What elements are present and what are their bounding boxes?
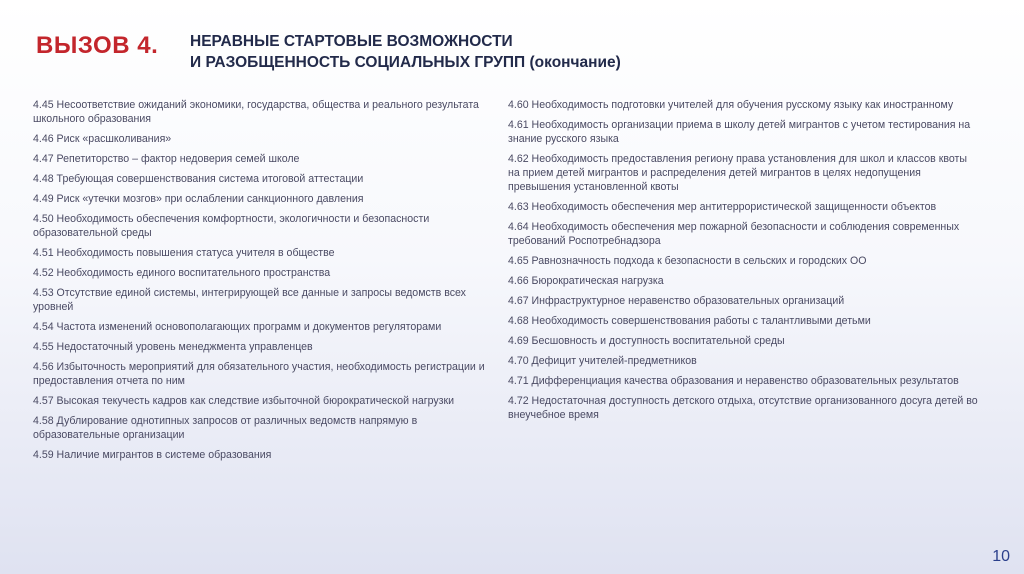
list-item: 4.46 Риск «расшколивания» — [33, 133, 172, 145]
page-number: 10 — [992, 548, 1010, 565]
challenge-heading: ВЫЗОВ 4. — [36, 32, 159, 59]
list-item: 4.61 Необходимость организации приема в школу детей мигрантов с учетом тестирования на знание русского языка — [508, 119, 971, 145]
list-item: 4.68 Необходимость совершенствования работы с талантливыми детьми — [508, 315, 871, 327]
list-item: 4.58 Дублирование однотипных запросов от различных ведомств напрямую в образовательные организации — [33, 415, 418, 441]
slide-title — [190, 31, 621, 73]
list-item: 4.60 Необходимость подготовки учителей для обучения русскому языку как иностранному — [508, 99, 954, 111]
list-item: 4.66 Бюрократическая нагрузка — [508, 275, 664, 287]
list-item: 4.70 Дефицит учителей-предметников — [508, 355, 697, 367]
list-item: 4.72 Недостаточная доступность детского отдыха, отсутствие организованного досуга детей во внеучебное время — [508, 395, 978, 421]
list-item: 4.56 Избыточность мероприятий для обязательного участия, необходимость регистрации и предоставления отчета по ним — [33, 361, 485, 387]
list-item: 4.71 Дифференциация качества образования и неравенство образовательных результатов — [508, 375, 959, 387]
list-item: 4.50 Необходимость обеспечения комфортности, экологичности и безопасности образовательной среды — [33, 213, 430, 239]
list-item: 4.67 Инфраструктурное неравенство образовательных организаций — [508, 295, 845, 307]
list-item: 4.65 Равнозначность подхода к безопасности в сельских и городских ОО — [508, 255, 867, 267]
list-item: 4.52 Необходимость единого воспитательного пространства — [33, 267, 331, 279]
list-item: 4.53 Отсутствие единой системы, интегрирующей все данные и запросы ведомств всех уровней — [33, 287, 466, 313]
list-item: 4.69 Бесшовность и доступность воспитательной среды — [508, 335, 785, 347]
right-column — [508, 98, 978, 428]
title-line-2: И РАЗОБЩЕННОСТЬ СОЦИАЛЬНЫХ ГРУПП (окончание) — [190, 54, 621, 71]
title-line-1: НЕРАВНЫЕ СТАРТОВЫЕ ВОЗМОЖНОСТИ — [190, 33, 513, 50]
list-item: 4.51 Необходимость повышения статуса учителя в обществе — [33, 247, 335, 259]
list-item: 4.59 Наличие мигрантов в системе образования — [33, 449, 272, 461]
list-item: 4.55 Недостаточный уровень менеджмента управленцев — [33, 341, 313, 353]
list-item: 4.48 Требующая совершенствования система итоговой аттестации — [33, 173, 364, 185]
left-column — [33, 98, 499, 468]
list-item: 4.62 Необходимость предоставления региону права установления для школ и классов квоты на прием детей мигрантов и распределения детей мигрантов в целях недопущения превышения установленной квоты — [508, 153, 967, 193]
list-item: 4.64 Необходимость обеспечения мер пожарной безопасности и соблюдения современных требований Роспотребнадзора — [508, 221, 960, 247]
list-item: 4.45 Несоответствие ожиданий экономики, государства, общества и реального результата школьного образования — [33, 99, 479, 125]
list-item: 4.54 Частота изменений основополагающих программ и документов регуляторами — [33, 321, 442, 333]
list-item: 4.47 Репетиторство – фактор недоверия семей школе — [33, 153, 300, 165]
list-item: 4.63 Необходимость обеспечения мер антитеррористической защищенности объектов — [508, 201, 937, 213]
list-item: 4.49 Риск «утечки мозгов» при ослаблении санкционного давления — [33, 193, 364, 205]
list-item: 4.57 Высокая текучесть кадров как следствие избыточной бюрократической нагрузки — [33, 395, 455, 407]
